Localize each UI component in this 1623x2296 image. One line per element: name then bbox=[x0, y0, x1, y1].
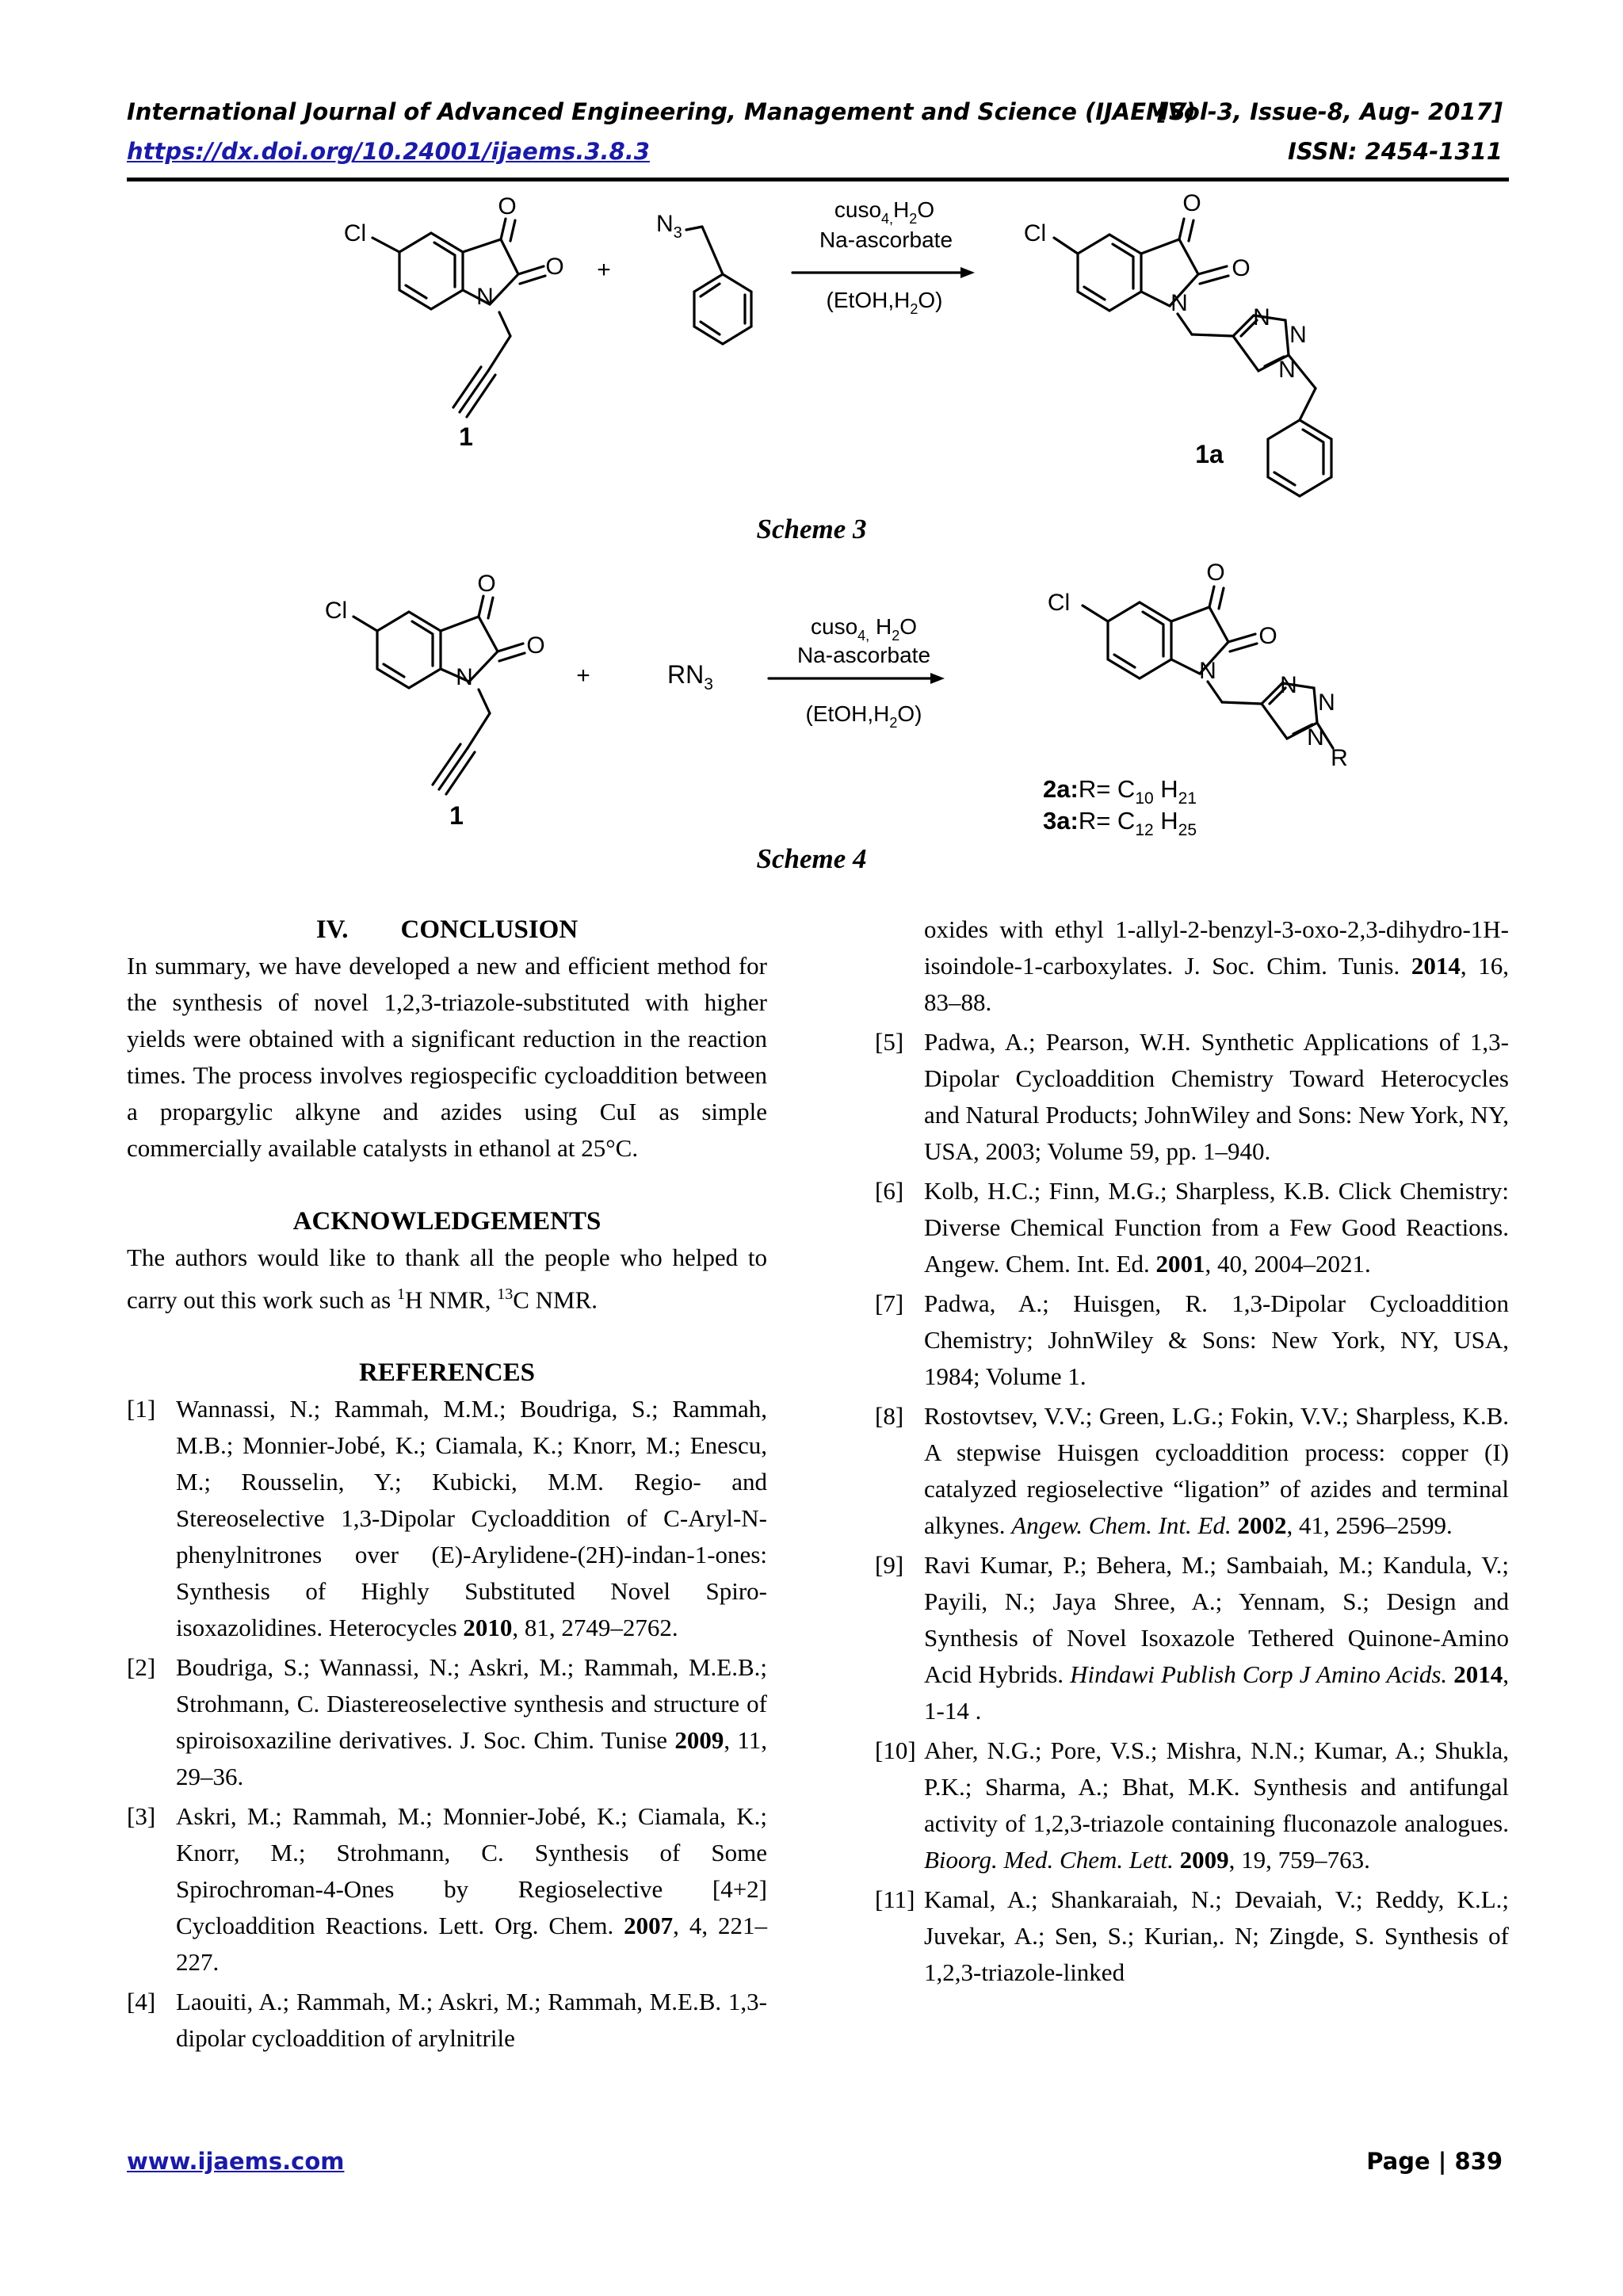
triazole-n2-atom: N bbox=[1289, 322, 1307, 348]
reference-item: [4] Laouiti, A.; Rammah, M.; Askri, M.; Rammah, M.E.B. 1,3-dipolar cycloaddition of arylnitrile bbox=[127, 1988, 767, 2053]
reference-item: [9] Ravi Kumar, P.; Behera, M.; Sambaiah, M.; Kandula, V.; Payili, N.; Jaya Shree, A.; Yennam, S.; Design and Synthesis of Novel Isoxazole Tethered Quinone-Amino Acid Hybrids. Hindawi Publish Corp J Amino Acids. 2014, 1-14 . bbox=[875, 1551, 1510, 1725]
acknowledgements-text: The authors would like to thank all the people who helped to carry out this work such as $^1$H NMR, $^{13}$C NMR. bbox=[127, 1244, 767, 1314]
triazole-n1-atom: N bbox=[1253, 304, 1270, 330]
reaction-arrow bbox=[769, 673, 945, 684]
start-compound-label: 1 bbox=[449, 801, 464, 830]
reagent-line-2: Na-ascorbate bbox=[819, 227, 953, 252]
triazole-n3-atom: N bbox=[1307, 724, 1324, 751]
ketone-o-atom: O bbox=[477, 571, 496, 597]
reagent-line-1: cuso$_{4,}$ $H_2O$ bbox=[811, 614, 917, 644]
plus-sign: + bbox=[576, 663, 590, 689]
volume-issue: [Vol-3, Issue-8, Aug- 2017] bbox=[1157, 98, 1503, 125]
reference-item: [10] Aher, N.G.; Pore, V.S.; Mishra, N.N.; Kumar, A.; Shukla, P.K.; Sharma, A.; Bhat, M.K. Synthesis and antifungal activity of 1,2,3-triazole containing fluconazole analogues. Bioorg. Med. Chem. Lett. 2009, 19, 759–763. bbox=[875, 1736, 1509, 1874]
triazole-n1-atom: N bbox=[1280, 672, 1297, 698]
doi-link[interactable]: https://dx.doi.org/10.24001/ijaems.3.8.3 bbox=[127, 138, 650, 165]
start-compound-label: 1 bbox=[459, 422, 473, 451]
reagent-line-1: $cuso_{4,}H_2O$ bbox=[834, 197, 935, 227]
amide-o-atom: O bbox=[526, 632, 545, 659]
acknowledgements-heading: ACKNOWLEDGEMENTS bbox=[292, 1207, 601, 1236]
reference-item: [2] Boudriga, S.; Wannassi, N.; Askri, M.; Rammah, M.E.B.; Strohmann, C. Diastereoselective synthesis and structure of spiroisoxaziline derivatives. J. Soc. Chim. Tunise 2009, 11, 29–36. bbox=[127, 1653, 767, 1791]
product-cl-atom: Cl bbox=[1023, 220, 1047, 246]
left-column bbox=[127, 911, 767, 2060]
r-group-label: R bbox=[1331, 745, 1348, 771]
indole-n-atom: N bbox=[476, 284, 494, 310]
reference-continuation: oxides with ethyl 1-allyl-2-benzyl-3-oxo-2,3-dihydro-1H-isoindole-1-carboxylates. J. Soc. Chim. Tunis. 2014, 16, 83–88. bbox=[924, 915, 1510, 1016]
cl-atom: Cl bbox=[343, 220, 367, 246]
product-3a-label: 3a:R= $C_{12}$ $H_{25}$ bbox=[1043, 807, 1197, 839]
scheme-3-figure bbox=[0, 187, 1623, 520]
benzyl-azide-structure bbox=[686, 227, 751, 344]
product-amide-o-atom: O bbox=[1232, 255, 1251, 281]
right-column bbox=[875, 911, 1509, 1994]
product-2a-label: 2a:R= $C_{10}$ $H_{21}$ bbox=[1043, 775, 1197, 808]
reference-item: [6] Kolb, H.C.; Finn, M.G.; Sharpless, K.B. Click Chemistry: Diverse Chemical Function from a Few Good Reactions. Angew. Chem. Int. Ed. 2001, 40, 2004–2021. bbox=[875, 1177, 1509, 1278]
indole-n-atom: N bbox=[456, 664, 473, 690]
reference-item: [8] Rostovtsev, V.V.; Green, L.G.; Fokin, V.V.; Sharpless, K.B. A stepwise Huisgen cycloaddition process: copper (I) catalyzed regioselective “ligation” of azides and terminal alkynes. Angew. Chem. Int. Ed. 2002, 41, 2596–2599. bbox=[875, 1402, 1509, 1539]
product-indole-n-atom: N bbox=[1199, 658, 1216, 684]
reference-list bbox=[875, 1024, 1509, 1991]
amide-o-atom: O bbox=[545, 254, 564, 280]
reference-item: [7] Padwa, A.; Huisgen, R. 1,3-Dipolar Cycloaddition Chemistry; JohnWiley & Sons: New York, NY, USA, 1984; Volume 1. bbox=[875, 1289, 1509, 1390]
conclusion-heading: IV. CONCLUSION bbox=[315, 915, 579, 944]
header-rule bbox=[127, 178, 1509, 181]
reference-list bbox=[127, 1391, 767, 2057]
azide-label: $N_3$ bbox=[656, 211, 682, 242]
journal-title: International Journal of Advanced Engineering, Management and Science (IJAEMS) bbox=[127, 98, 1197, 125]
issn: ISSN: 2454-1311 bbox=[1288, 138, 1503, 165]
reference-item: [1] Wannassi, N.; Rammah, M.M.; Boudriga, S.; Rammah, M.B.; Monnier-Jobé, K.; Ciamala, K.; Knorr, M.; Enescu, M.; Rousselin, Y.; Kubicki, M.M. Regio- and Stereoselective 1,3-Dipolar Cycloaddition of C-Aryl-N-phenylnitrones over (E)-Arylidene-(2H)-indan-1-ones: Synthesis of Highly Substituted Novel Spiro-isoxazolidines. Heterocycles 2010, 81, 2749–2762. bbox=[127, 1395, 767, 1642]
product-amide-o-atom: O bbox=[1258, 623, 1277, 649]
scheme-4-caption: Scheme 4 bbox=[756, 843, 867, 874]
page-number: Page | 839 bbox=[1366, 2148, 1503, 2175]
isatin-propargyl-structure bbox=[353, 596, 525, 794]
reagent-line-2: Na-ascorbate bbox=[796, 643, 931, 667]
scheme-3-caption: Scheme 3 bbox=[756, 514, 867, 544]
journal-website-link[interactable]: www.ijaems.com bbox=[127, 2148, 345, 2175]
product-ketone-o-atom: O bbox=[1206, 560, 1225, 586]
reference-item: [3] Askri, M.; Rammah, M.; Monnier-Jobé, K.; Ciamala, K.; Knorr, M.; Strohmann, C. Synthesis of Some Spirochroman-4-Ones by Regioselective [4+2] Cycloaddition Reactions. Lett. Org. Chem. 2007, 4, 221–227. bbox=[127, 1802, 768, 1977]
triazole-n3-atom: N bbox=[1278, 357, 1296, 383]
triazole-n2-atom: N bbox=[1318, 690, 1335, 716]
product-cl-atom: Cl bbox=[1047, 590, 1071, 616]
scheme-4-figure bbox=[0, 555, 1623, 872]
reference-item: [11] Kamal, A.; Shankaraiah, N.; Devaiah, V.; Reddy, K.L.; Juvekar, A.; Sen, S.; Kurian,. N; Zingde, S. Synthesis of 1,2,3-triazole-linked bbox=[875, 1885, 1509, 1986]
solvent-label: $(EtOH,H_2O)$ bbox=[826, 288, 943, 317]
conclusion-text: In summary, we have developed a new and efficient method for the synthesis of novel 1,2,3-triazole-substituted with higher yields were obtained with a significant reduction in the reaction times. The process involves regiospecific cycloaddition between a propargylic alkyne and azides using CuI as simple commercially available catalysts in ethanol at 25°C. bbox=[127, 952, 767, 1162]
references-heading: REFERENCES bbox=[359, 1358, 535, 1388]
plus-sign: + bbox=[597, 257, 611, 283]
reaction-arrow bbox=[792, 267, 975, 278]
azide-label: $RN_3$ bbox=[667, 660, 713, 693]
product-ketone-o-atom: O bbox=[1182, 190, 1201, 216]
product-indole-n-atom: N bbox=[1170, 290, 1188, 316]
ketone-o-atom: O bbox=[498, 193, 517, 220]
isatin-propargyl-structure bbox=[372, 219, 545, 417]
cl-atom: Cl bbox=[324, 598, 348, 624]
solvent-label: $(EtOH,H_2O)$ bbox=[805, 701, 922, 731]
product-compound-label: 1a bbox=[1195, 440, 1224, 468]
reference-item: [5] Padwa, A.; Pearson, W.H. Synthetic Applications of 1,3-Dipolar Cycloaddition Chemistry Toward Heterocycles and Natural Products; JohnWiley and Sons: New York, NY, USA, 2003; Volume 59, pp. 1–940. bbox=[875, 1028, 1509, 1165]
